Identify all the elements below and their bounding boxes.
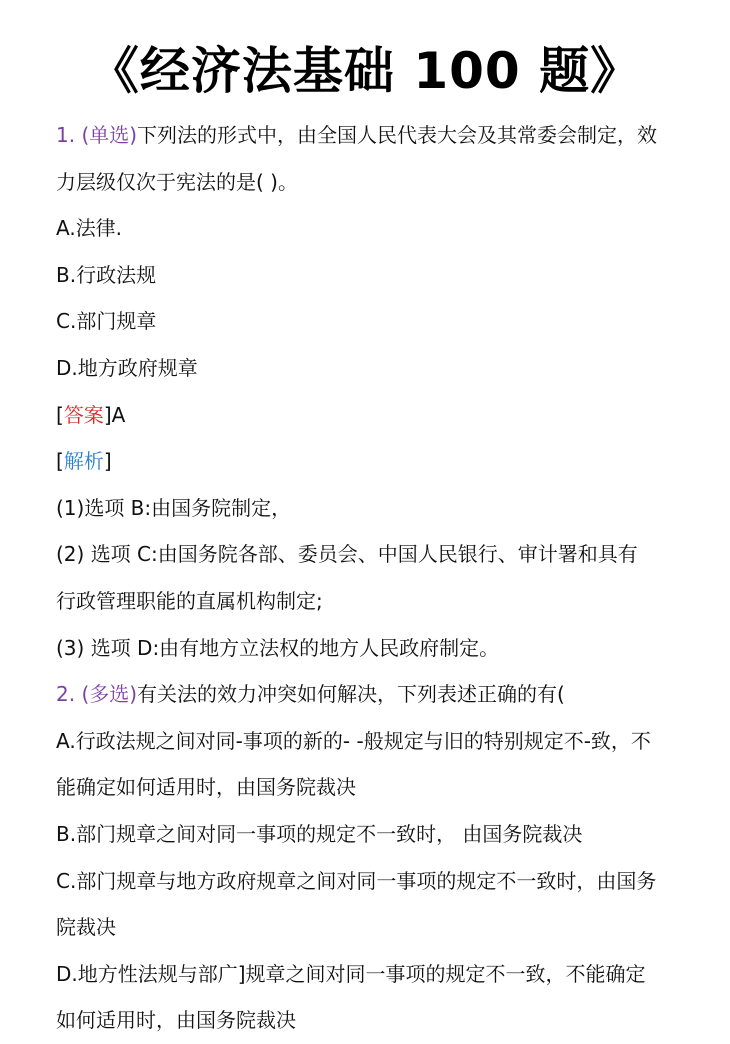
q2-option-d-cont: 如何适用时，由国务院裁决 <box>56 1008 296 1033</box>
q1-option-c: C.部门规章 <box>56 309 157 334</box>
question-content <box>56 112 676 1044</box>
answer-value: ]A <box>103 402 126 427</box>
q1-answer: [答案]A <box>56 402 126 427</box>
q2-option-a-cont: 能确定如何适用时，由国务院裁决 <box>56 775 356 800</box>
q1-analysis-1: (1)选项 B:由国务院制定， <box>56 495 292 520</box>
q2-label: 2. (多选) <box>56 682 138 707</box>
q2-option-d: D.地方性法规与部广]规章之间对同一事项的规定不一致，不能确定 <box>56 961 646 986</box>
q1-analysis-2: (2) 选项 C:由国务院各部、委员会、中国人民银行、审计署和具有 <box>56 542 638 567</box>
document-title: 《经济法基础 100 题》 <box>88 42 642 100</box>
q2-option-c: C.部门规章与地方政府规章之间对同一事项的规定不一致时，由国务 <box>56 868 657 893</box>
q2-option-a: A.行政法规之间对同-事项的新的- -般规定与旧的特别规定不-致，不 <box>56 728 651 753</box>
q1-label: 1. (单选) <box>56 123 138 147</box>
q1-stem-line-1 <box>56 112 676 159</box>
q2-option-c-cont: 院裁决 <box>56 915 116 940</box>
q1-option-b: B.行政法规 <box>56 262 157 287</box>
q1-analysis-3: (3) 选项 D:由有地方立法权的地方人民政府制定。 <box>56 635 500 660</box>
q2-option-b: B.部门规章之间对同一事项的规定不一致时， 由国务院裁决 <box>56 821 583 846</box>
answer-tag: 答案 <box>63 402 104 427</box>
q1-option-a: A.法律. <box>56 216 123 241</box>
q1-stem-text: 下列法的形式中，由全国人民代表大会及其常委会制定，效 <box>137 123 658 147</box>
q1-stem-line-2: 力层级仅次于宪法的是( )。 <box>56 169 298 194</box>
q2-stem-text: 有关法的效力冲突如何解决，下列表述正确的有( <box>137 682 565 707</box>
analysis-tag: 解析 <box>63 449 104 474</box>
q2-stem <box>56 671 676 718</box>
q1-analysis-2-cont: 行政管理职能的直属机构制定; <box>56 588 323 613</box>
q1-option-d: D.地方政府规章 <box>56 355 198 380</box>
q1-analysis-heading: [解析] <box>56 449 112 474</box>
